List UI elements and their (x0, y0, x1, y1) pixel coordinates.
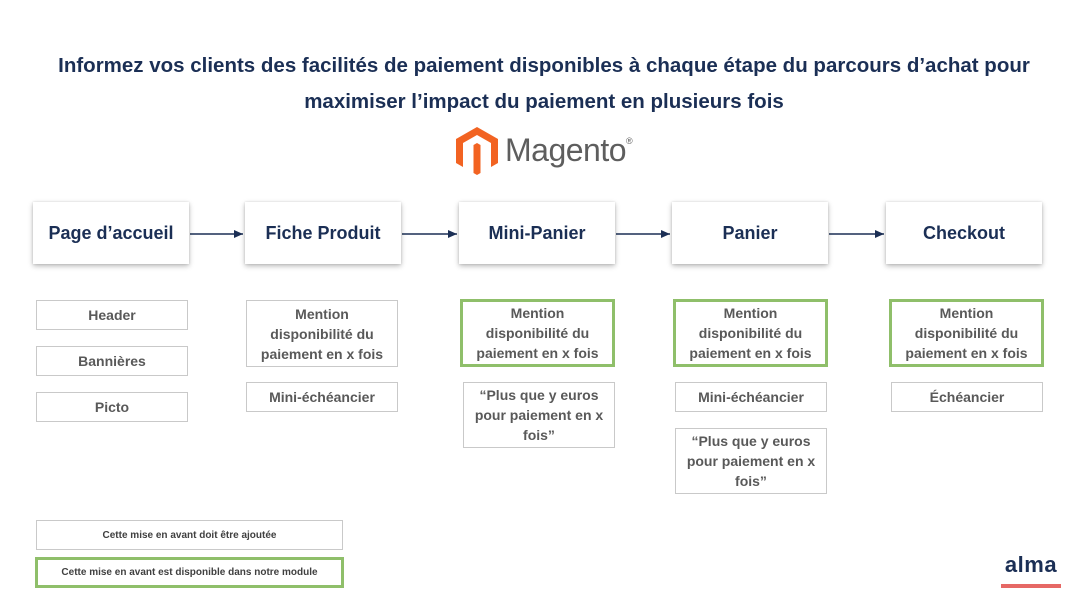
feature-mini-echeancier: Mini-échéancier (675, 382, 827, 412)
feature-mention-disponibilite: Mention disponibilité du paiement en x fois (673, 299, 828, 367)
step-panier: Panier (672, 202, 828, 264)
feature-mention-disponibilite: Mention disponibilité du paiement en x fois (889, 299, 1044, 367)
feature-mention-disponibilite: Mention disponibilité du paiement en x fois (246, 300, 398, 367)
feature-plus-que-y-euros: “Plus que y euros pour paiement en x fois” (675, 428, 827, 494)
alma-logo-underline (1001, 584, 1061, 588)
title-line-2: maximiser l’impact du paiement en plusieurs fois (304, 90, 784, 113)
legend-to-add: Cette mise en avant doit être ajoutée (36, 520, 343, 550)
feature-header: Header (36, 300, 188, 330)
alma-logo: alma (1004, 552, 1058, 577)
title-line-1: Informez vos clients des facilités de paiement disponibles à chaque étape du parcours d’achat pour (58, 54, 1030, 77)
step-page-accueil: Page d’accueil (33, 202, 189, 264)
feature-mention-disponibilite: Mention disponibilité du paiement en x fois (460, 299, 615, 367)
step-mini-panier: Mini-Panier (459, 202, 615, 264)
magento-wordmark: Magento® (505, 132, 633, 168)
step-fiche-produit: Fiche Produit (245, 202, 401, 264)
feature-picto: Picto (36, 392, 188, 422)
step-checkout: Checkout (886, 202, 1042, 264)
feature-echeancier: Échéancier (891, 382, 1043, 412)
legend-available: Cette mise en avant est disponible dans notre module (35, 557, 344, 588)
feature-bannieres: Bannières (36, 346, 188, 376)
feature-plus-que-y-euros: “Plus que y euros pour paiement en x fois” (463, 382, 615, 448)
feature-mini-echeancier: Mini-échéancier (246, 382, 398, 412)
